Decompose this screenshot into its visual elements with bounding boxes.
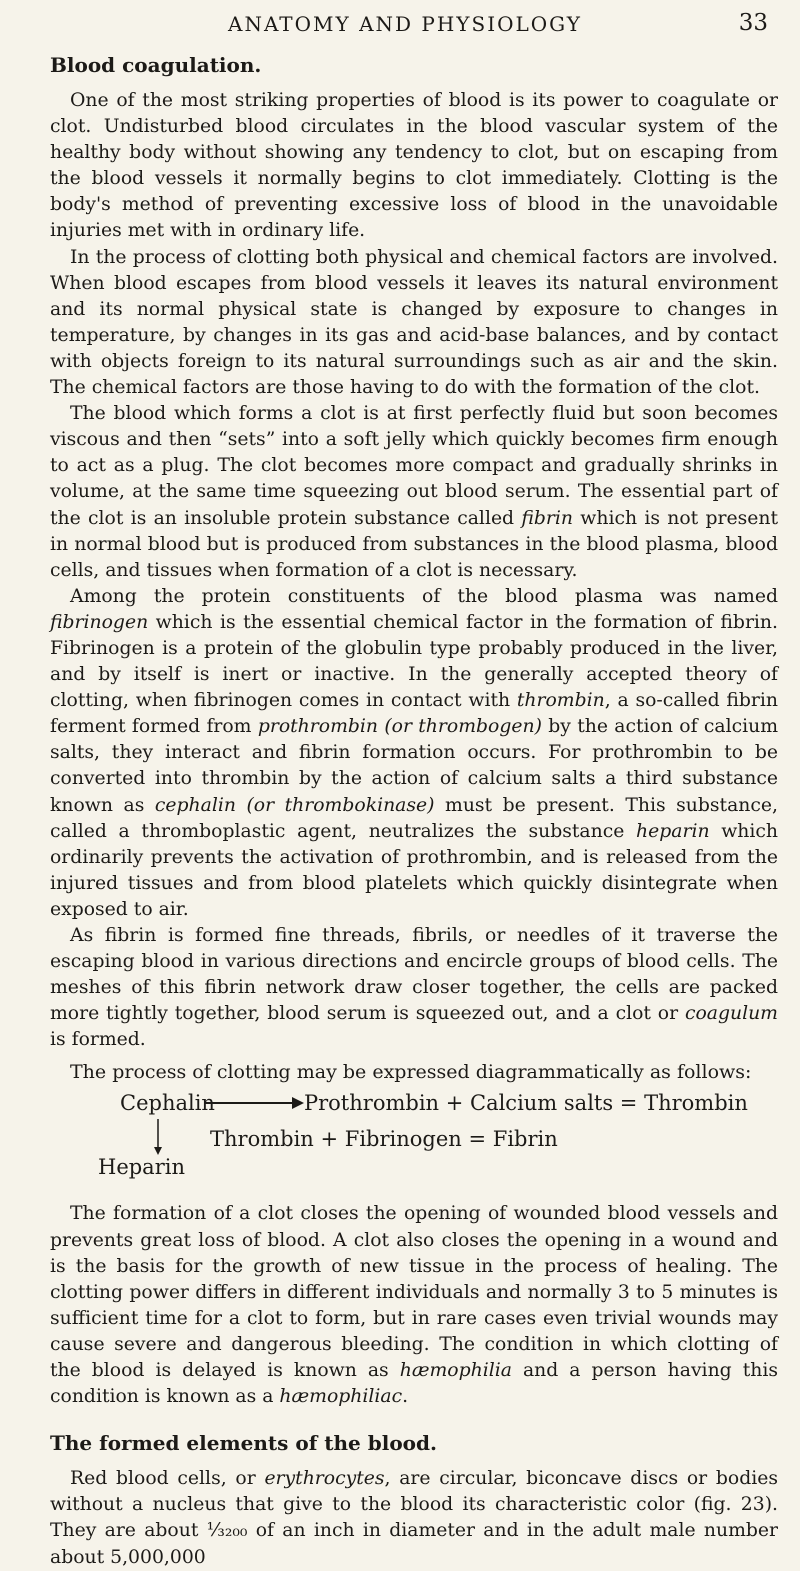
text-run: must be present. This substance, called a thromboplastic agent, neutralizes the substance xyxy=(50,794,778,842)
section-title-blood-coagulation: Blood coagulation. xyxy=(50,53,262,77)
text-run: and a person having this condition is known as a xyxy=(50,1360,778,1408)
italic-term: erythrocytes xyxy=(264,1468,385,1490)
italic-term: heparin xyxy=(636,820,710,842)
italic-term: prothrombin (or thrombogen) xyxy=(257,716,542,738)
clotting-diagram xyxy=(50,1059,778,1189)
text-run: . xyxy=(402,1386,409,1408)
text-run: The formation of a clot closes the opening of wounded blood vessels and prevents great loss of blood. A clot also closes the opening in a wound and is the basis for the growth of new tissue in the process of healing. The clotting power differs in different individuals and normally 3 to 5 minutes is sufficient time for a clot to form, but in rare cases even trivial wounds may cause severe and dangerous bleeding. The condition in which clotting of the blood is delayed is known as xyxy=(50,1203,778,1382)
paragraph-4 xyxy=(50,584,778,923)
section-title-formed-elements: The formed elements of the blood. xyxy=(50,1431,437,1456)
arrow-right-icon xyxy=(204,1093,304,1113)
page-header xyxy=(0,12,800,42)
text-run: , are circular, biconcave discs or bodies without a nucleus that give to the blood its characteristic color (fig. 23). They are about ¹⁄₃₂₀₀ of an inch in diameter and in the adult male number about 5,000,000 xyxy=(50,1468,778,1568)
italic-term: hæmophilia xyxy=(399,1360,512,1382)
text-run: by the action of calcium salts, they interact and fibrin formation occurs. For prothrombin to be converted into thrombin by the action of calcium salts a third substance known as xyxy=(50,716,779,816)
diagram-lead-text: The process of clotting may be expressed diagrammatically as follows: xyxy=(70,1061,752,1084)
italic-term: fibrin xyxy=(521,507,573,529)
italic-term: thrombin xyxy=(516,690,605,712)
arrow-down-icon xyxy=(151,1119,165,1157)
running-head: ANATOMY AND PHYSIOLOGY xyxy=(228,12,583,36)
paragraph-3 xyxy=(50,401,778,584)
diagram-heparin: Heparin xyxy=(98,1155,185,1180)
text-run: As fibrin is formed fine threads, fibrils, or needles of it traverse the escaping blood in various directions and encircle groups of blood cells. The meshes of this fibrin network draw closer together, the cells are packed more tightly together, blood serum is squeezed out, and a clot or xyxy=(50,925,778,1025)
italic-term: hæmophiliac xyxy=(279,1386,403,1408)
diagram-equation-1: Prothrombin + Calcium salts = Thrombin xyxy=(304,1091,748,1116)
paragraph-2: In the process of clotting both physical and chemical factors are involved. When blood escapes from blood vessels it leaves its natural environment and its normal physical state is changed by exposure to changes in temperature, by changes in its gas and acid-base balances, and by contact with objects foreign to its natural surroundings such as air and the skin. The chemical factors are those having to do with the formation of the clot. xyxy=(50,246,778,399)
page-number: 33 xyxy=(738,10,768,36)
text-run: is formed. xyxy=(50,1029,146,1051)
diagram-cephalin: Cephalin xyxy=(120,1091,215,1116)
text-run: which is the essential chemical factor in the formation of fibrin. Fibrinogen is a protein of the globulin type probably produced in the liver, and by itself is inert or inactive. In the generally accepted theory of clotting, when fibrinogen comes in contact with xyxy=(50,611,778,712)
italic-term: coagulum xyxy=(684,1003,778,1025)
text-run: which ordinarily prevents the activation of prothrombin, and is released from the injured tissues and from blood platelets which quickly disintegrate when exposed to air. xyxy=(50,820,779,920)
text-run: , a so-called fibrin ferment formed from xyxy=(50,690,778,738)
italic-term: fibrinogen xyxy=(50,611,149,633)
paragraph-5 xyxy=(50,923,778,1053)
text-run: Among the protein constituents of the blood plasma was named xyxy=(70,585,778,607)
paragraph-6 xyxy=(50,1201,778,1410)
italic-term: cephalin (or thrombokinase) xyxy=(154,794,435,816)
diagram-equation-2: Thrombin + Fibrinogen = Fibrin xyxy=(210,1127,558,1152)
paragraph-1: One of the most striking properties of blood is its power to coagulate or clot. Undisturbed blood circulates in the blood vascular system of the healthy body without showing any tendency to clot, but on escaping from the blood vessels it normally begins to clot immediately. Clotting is the body's method of preventing excessive loss of blood in the unavoidable injuries met with in ordinary life. xyxy=(50,90,778,242)
text-run: Red blood cells, or xyxy=(70,1468,265,1490)
paragraph-7 xyxy=(50,1466,778,1570)
text-run: The blood which forms a clot is at first perfectly fluid but soon becomes viscous and then “sets” into a soft jelly which quickly becomes firm enough to act as a plug. The clot becomes more compact and gradually shrinks in volume, at the same time squeezing out blood serum. The essential part of the clot is an insoluble protein substance called xyxy=(50,403,778,529)
text-run: which is not present in normal blood but is produced from substances in the blood plasma, blood cells, and tissues when formation of a clot is necessary. xyxy=(50,507,778,581)
page-body xyxy=(50,50,778,1571)
